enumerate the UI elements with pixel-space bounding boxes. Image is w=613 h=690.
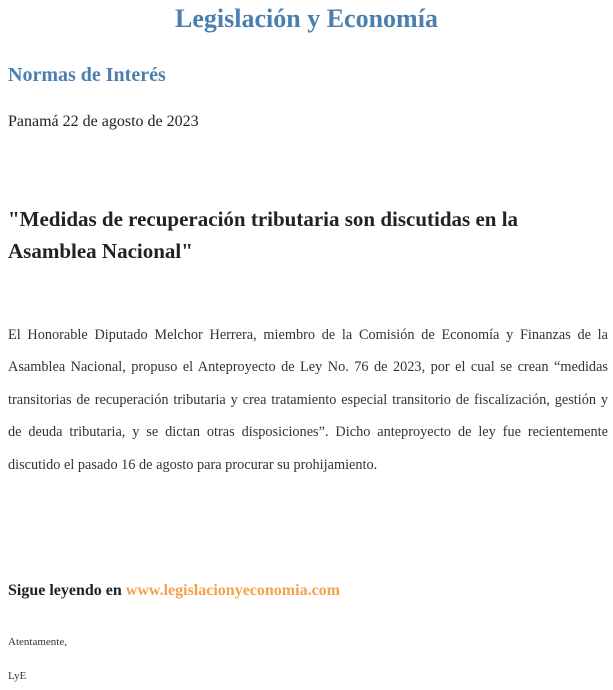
read-more-line bbox=[8, 579, 340, 603]
signature: LyE bbox=[8, 670, 27, 682]
article-date: Panamá 22 de agosto de 2023 bbox=[8, 113, 199, 130]
website-link[interactable]: www.legislacionyeconomia.com bbox=[125, 582, 340, 599]
masthead-title: Legislación y Economía bbox=[175, 4, 438, 33]
read-more-prefix: Sigue leyendo en bbox=[8, 582, 122, 599]
section-title: Normas de Interés bbox=[8, 64, 166, 86]
article-headline: "Medidas de recuperación tributaria son discutidas en la Asamblea Nacional" bbox=[8, 207, 519, 263]
article-body: El Honorable Diputado Melchor Herrera, miembro de la Comisión de Economía y Finanzas de la Asamblea Nacional, propuso el Anteproyecto de Ley No. 76 de 2023, por el cual se crean “medidas transitorias de recuperación tributaria y crea tratamiento especial transitorio de fiscalización, gestión y de deuda tributaria, y se dictan otras disposiciones”. Dicho anteproyecto de ley fue recientemente discutido el pasado 16 de agosto para procurar su prohijamiento. bbox=[8, 327, 608, 473]
closing-salutation: Atentamente, bbox=[8, 636, 67, 648]
